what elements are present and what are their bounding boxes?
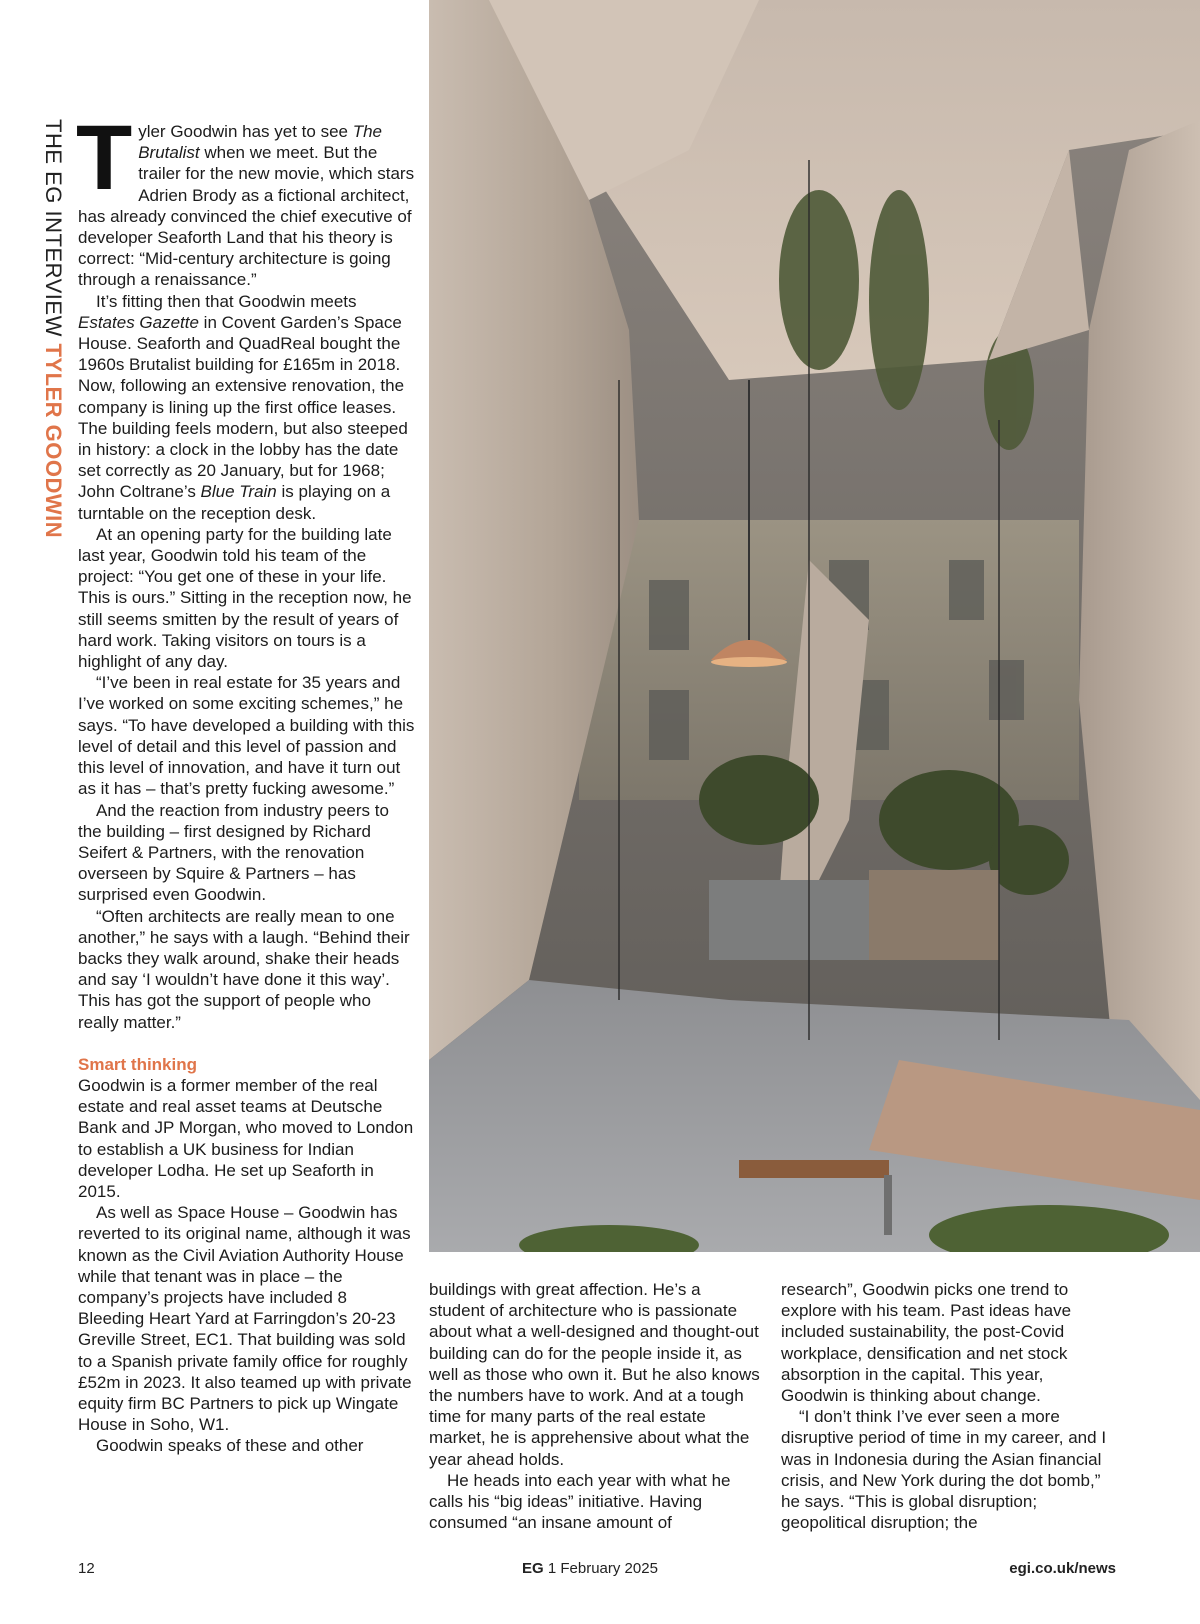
article-paragraph: research”, Goodwin picks one trend to explore with his team. Past ideas have included sustainability, the post-Covid workplace, densification and net stock absorption in the capital. This year, Goodwin is thinking about change. <box>781 1280 1072 1406</box>
subheading: Smart thinking <box>78 1054 198 1074</box>
article-paragraph: “Often architects are really mean to one another,” he says with a laugh. “Behind their backs they walk around, shake their heads and say ‘I wouldn’t have done it this way’. This has got the support of people who really matter.” <box>78 906 410 1032</box>
article-paragraph: It’s fitting then that Goodwin meets Estates Gazette in Covent Garden’s Space House. Seaforth and QuadReal bought the 1960s Brutalist building for £165m in 2018. Now, following an extensive renovation, the company is lining up the first office leases. The building feels modern, but also steeped in history: a clock in the lobby has the date set correctly as 20 January, but for 1968; John Coltrane’s Blue Train is playing on a turntable on the reception desk. <box>78 291 408 523</box>
issue-date: 1 February 2025 <box>543 1560 658 1577</box>
publication-name: EG <box>522 1560 544 1577</box>
article-column-1 <box>76 107 416 1457</box>
section-label <box>40 119 66 538</box>
article-column-3 <box>781 1279 1115 1533</box>
article-paragraph: At an opening party for the building late last year, Goodwin told his team of the project: “You get one of these in your life. This is ours.” Sitting in the reception now, he still seems smitten by the result of years of hard work. Taking visitors on tours is a highlight of any day. <box>78 524 412 672</box>
article-paragraph: “I don’t think I’ve ever seen a more disruptive period of time in my career, and I was in Indonesia during the Asian financial crisis, and New York during the dot bomb,” he says. “This is global disruption; geopolitical disruption; the <box>781 1407 1107 1533</box>
section-label-prefix: THE EG INTERVIEW <box>41 119 66 344</box>
drop-cap: T <box>76 107 133 209</box>
article-column-2 <box>429 1279 761 1533</box>
article-paragraph: He heads into each year with what he calls his “big ideas” initiative. Having consumed “an insane amount of <box>429 1470 731 1533</box>
article-paragraph: Goodwin speaks of these and other <box>96 1436 364 1456</box>
article-paragraph: Goodwin is a former member of the real estate and real asset teams at Deutsche Bank and JP Morgan, who moved to London to establish a UK business for Indian developer Lodha. He set up Seaforth in 2015. <box>78 1075 414 1201</box>
article-paragraph: And the reaction from industry peers to the building – first designed by Richard Seifert & Partners, with the renovation overseen by Squire & Partners – has surprised even Goodwin. <box>78 800 389 905</box>
page-number: 12 <box>78 1560 95 1577</box>
film-title: The Brutalist <box>138 122 383 163</box>
album-title: Blue Train <box>200 482 277 502</box>
article-paragraph: “I’ve been in real estate for 35 years and I’ve worked on some exciting schemes,” he says. “To have developed a building with this level of detail and this level of passion and this level of innovation, and have it turn out as it has – that’s pretty fucking awesome.” <box>78 673 415 799</box>
publication-date <box>522 1560 658 1577</box>
article-paragraph: Tyler Goodwin has yet to see The Brutalist when we meet. But the trailer for the new movie, which stars Adrien Brody as a fictional architect, has already convinced the chief executive of developer Seaforth Land that his theory is correct: “Mid-century architecture is going through a renaissance.” <box>76 107 415 290</box>
publication-title: Estates Gazette <box>78 312 199 332</box>
interviewee-name-label: TYLER GOODWIN <box>41 343 66 539</box>
article-paragraph: As well as Space House – Goodwin has reverted to its original name, although it was known as the Civil Aviation Authority House while that tenant was in place – the company’s projects have included 8 Bleeding Heart Yard at Farringdon’s 20-23 Greville Street, EC1. That building was sold to a Spanish private family office for roughly £52m in 2023. It also teamed up with private equity firm BC Partners to pick up Wingate House in Soho, W1. <box>78 1203 412 1435</box>
building-interior-photo <box>429 0 1200 1252</box>
website-link[interactable]: egi.co.uk/news <box>1009 1560 1116 1577</box>
article-paragraph: buildings with great affection. He’s a student of architecture who is passionate about what a well-designed and thought-out building can do for the people inside it, as well as those who own it. But he also knows the numbers have to work. And at a tough time for many parts of the real estate market, he is apprehensive about what the year ahead holds. <box>429 1280 760 1469</box>
